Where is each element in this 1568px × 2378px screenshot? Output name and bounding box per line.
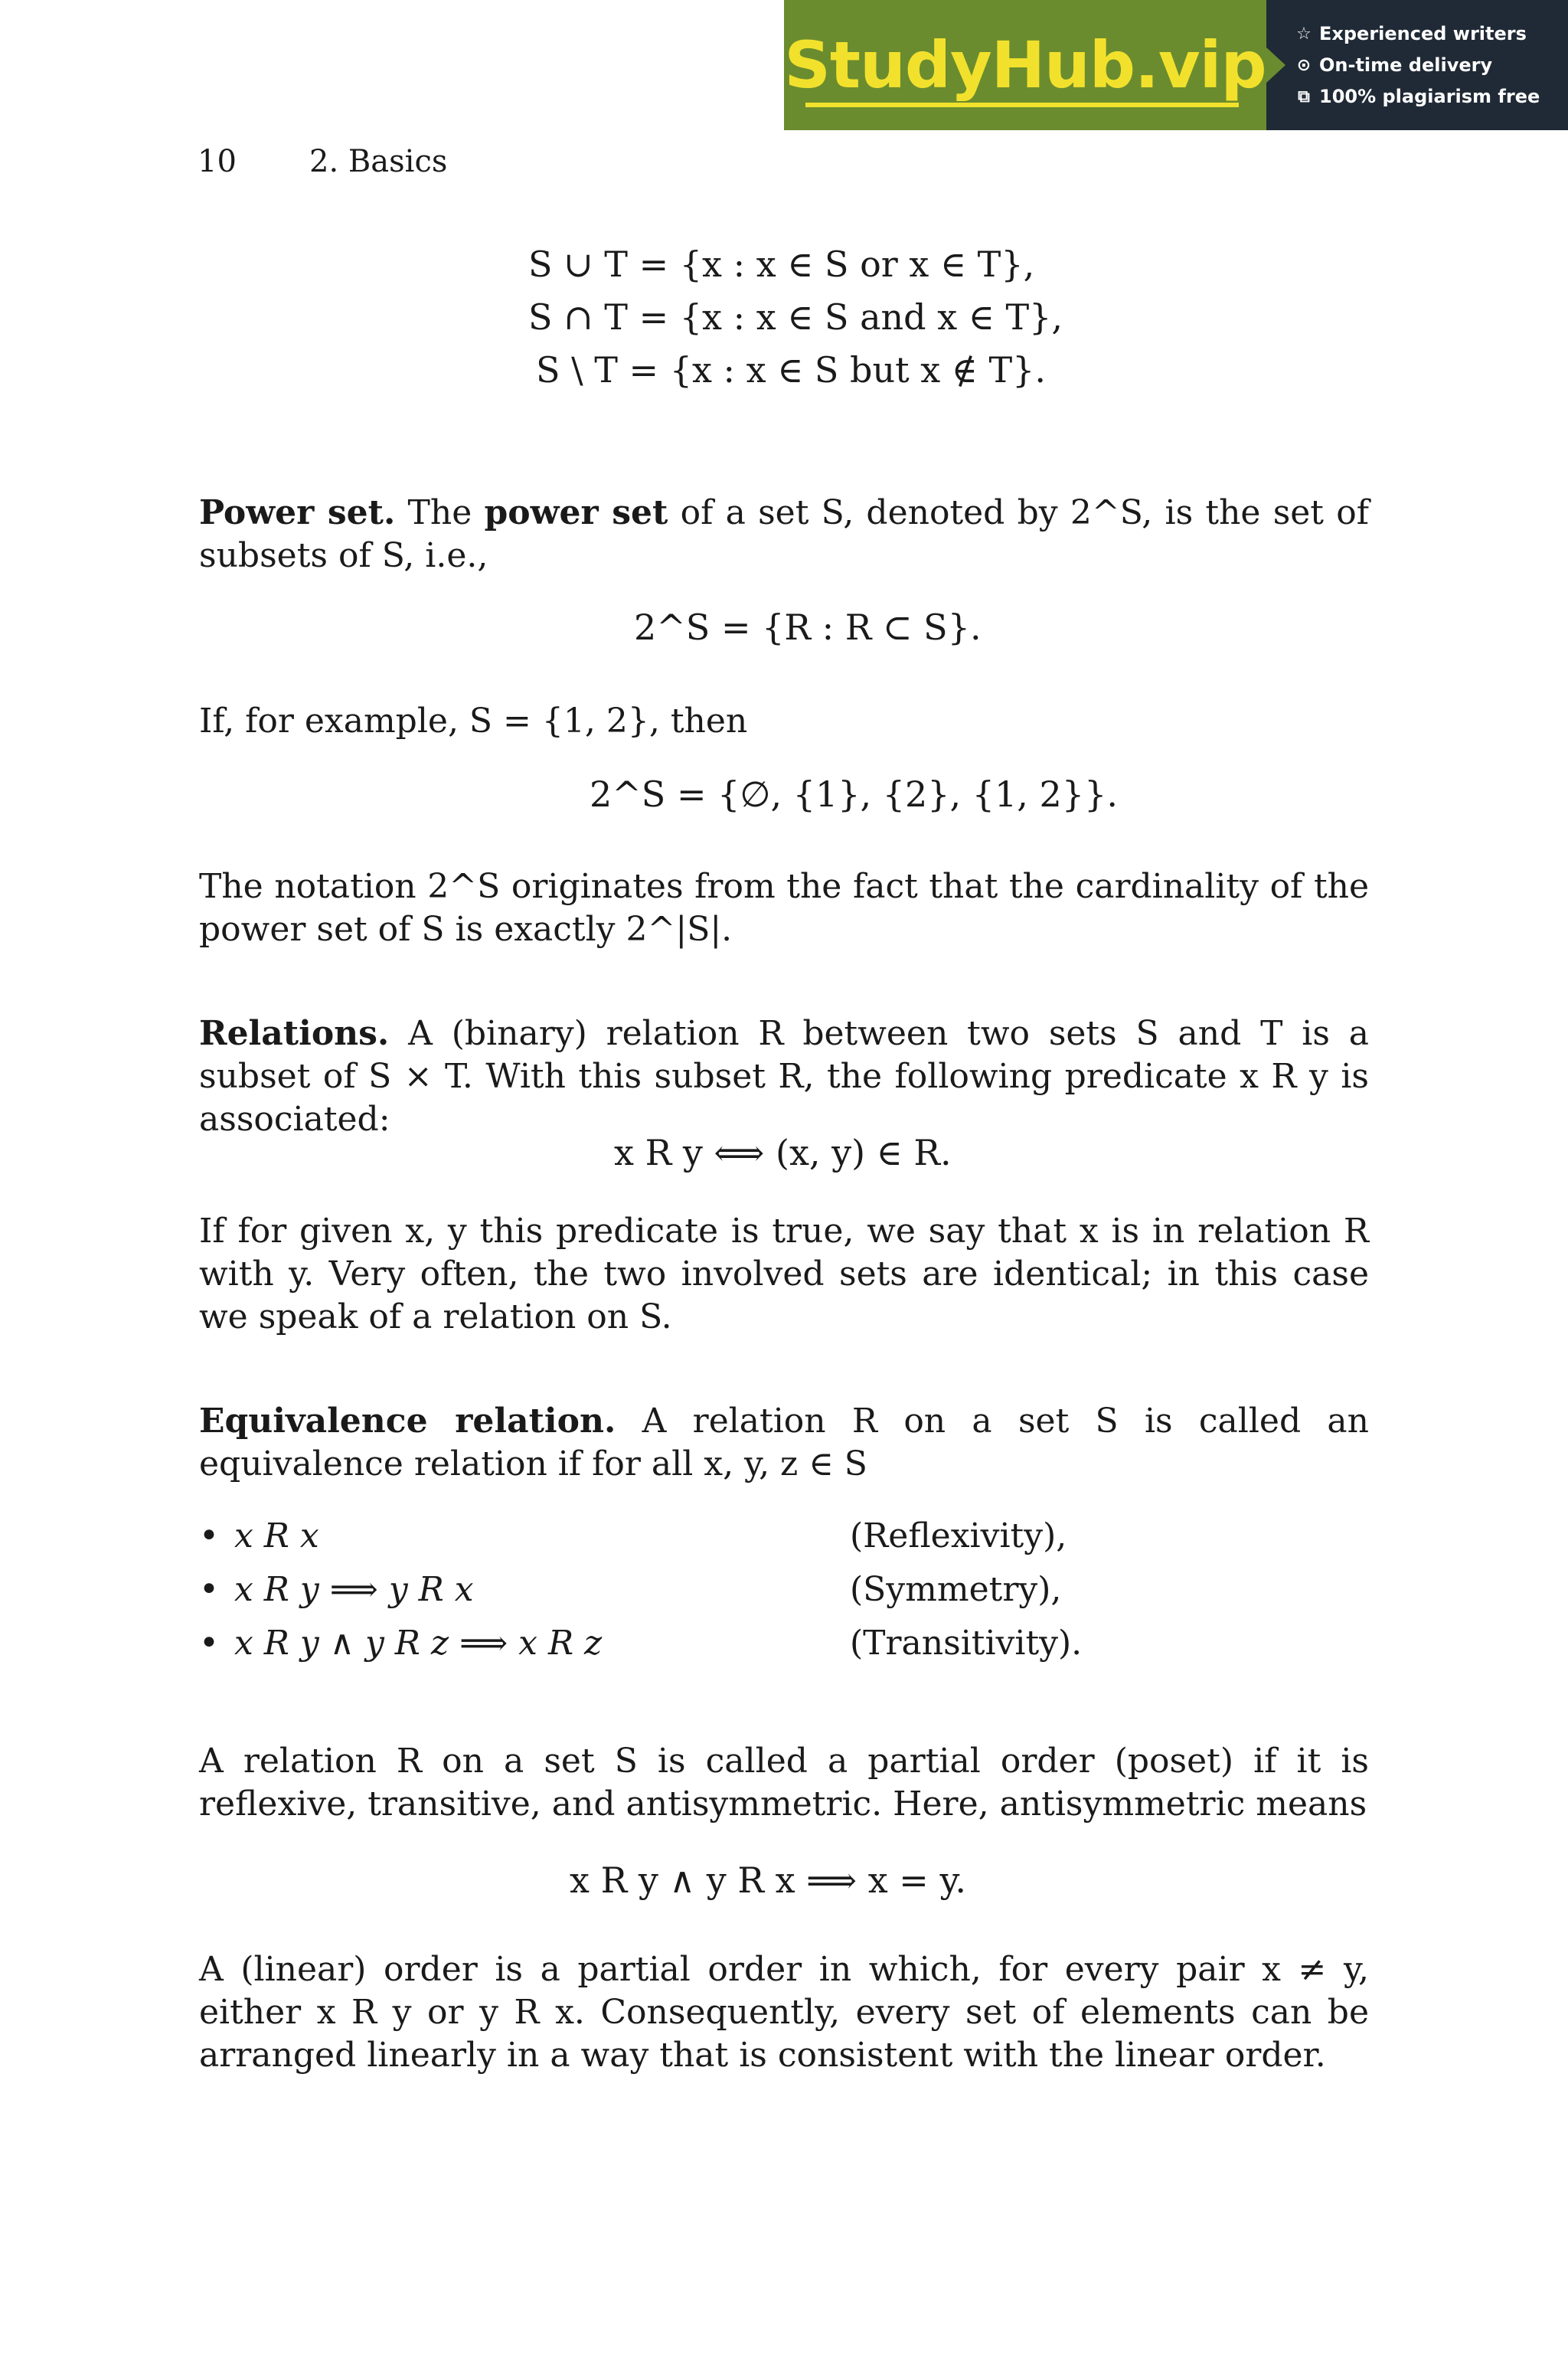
text: The <box>407 493 472 532</box>
text: of a set S, denoted by 2^S, is the set of subsets of S, i.e., <box>199 493 1370 575</box>
feature-label: Experienced writers <box>1319 23 1527 44</box>
property-label: (Transitivity). <box>850 1624 1083 1663</box>
item-formula: x R x <box>234 1516 319 1555</box>
list-item <box>199 1516 319 1555</box>
brand-logo[interactable] <box>784 0 1266 130</box>
partial-order-paragraph: A relation R on a set S is called a partial order (poset) if it is reflexive, transitive, and antisymmetric. Here, antisymmetric means <box>199 1742 1369 1824</box>
brand-underline <box>805 103 1239 107</box>
list-item <box>199 1624 602 1663</box>
bullet-icon: • <box>199 1570 219 1609</box>
relation-formula: x R y ⟺ (x, y) ∈ R. <box>614 1132 952 1173</box>
notation-note: The notation 2^S originates from the fact that the cardinality of the power set of S is exactly 2^|S|. <box>199 867 1369 949</box>
copy-icon: ⧉ <box>1298 87 1310 106</box>
set-union-formula: S ∪ T = {x : x ∈ S or x ∈ T}, <box>528 244 1035 285</box>
power-set-paragraph <box>199 492 1369 577</box>
chapter-title: 2. Basics <box>309 144 448 179</box>
brand-name: StudyHub.vip <box>784 28 1266 103</box>
relations-paragraph <box>199 1012 1369 1141</box>
section-heading: Equivalence relation. <box>199 1402 616 1441</box>
antisymmetry-formula: x R y ∧ y R x ⟹ x = y. <box>570 1860 966 1901</box>
set-intersection-formula: S ∩ T = {x : x ∈ S and x ∈ T}, <box>528 296 1063 338</box>
feature-label: 100% plagiarism free <box>1319 86 1540 107</box>
set-difference-formula: S \ T = {x : x ∈ S but x ∉ T}. <box>536 349 1047 391</box>
bullet-icon: • <box>199 1624 219 1663</box>
item-formula: x R y ⟹ y R x <box>234 1570 474 1609</box>
power-set-formula: 2^S = {R : R ⊂ S}. <box>634 607 982 648</box>
clock-icon: ⊙ <box>1296 55 1312 75</box>
feature-item <box>1295 86 1568 107</box>
property-label: (Symmetry), <box>850 1570 1062 1609</box>
ad-banner[interactable] <box>784 0 1568 130</box>
text: A relation R on a set S is called an equivalence relation if for all x, y, z ∈ S <box>199 1402 1369 1483</box>
power-set-example-formula: 2^S = {∅, {1}, {2}, {1, 2}}. <box>590 774 1118 815</box>
feature-list <box>1266 0 1568 130</box>
bullet-icon: • <box>199 1516 219 1555</box>
example-intro: If, for example, S = {1, 2}, then <box>199 702 748 741</box>
feature-item <box>1295 54 1568 76</box>
section-heading: Power set. <box>199 493 396 532</box>
property-label: (Reflexivity), <box>850 1516 1067 1555</box>
feature-item <box>1295 23 1568 44</box>
term: power set <box>484 493 668 532</box>
star-icon: ☆ <box>1296 24 1312 44</box>
relations-paragraph-2: If for given x, y this predicate is true, we say that x is in relation R with y. Very often, the two involved sets are identical; in this case we speak of a relation on S. <box>199 1212 1369 1336</box>
item-formula: x R y ∧ y R z ⟹ x R z <box>234 1624 603 1663</box>
page-number: 10 <box>198 144 237 179</box>
list-item <box>199 1570 474 1609</box>
feature-label: On-time delivery <box>1319 54 1493 76</box>
text: A (binary) relation R between two sets S and T is a subset of S × T. With this subset R, the following predicate x R y is associated: <box>199 1014 1369 1139</box>
linear-order-paragraph: A (linear) order is a partial order in which, for every pair x ≠ y, either x R y or y R x. Consequently, every set of elements can be arranged linearly in a way that is consistent with the linear order. <box>199 1950 1369 2075</box>
section-heading: Relations. <box>199 1014 390 1053</box>
equivalence-paragraph <box>199 1400 1369 1486</box>
